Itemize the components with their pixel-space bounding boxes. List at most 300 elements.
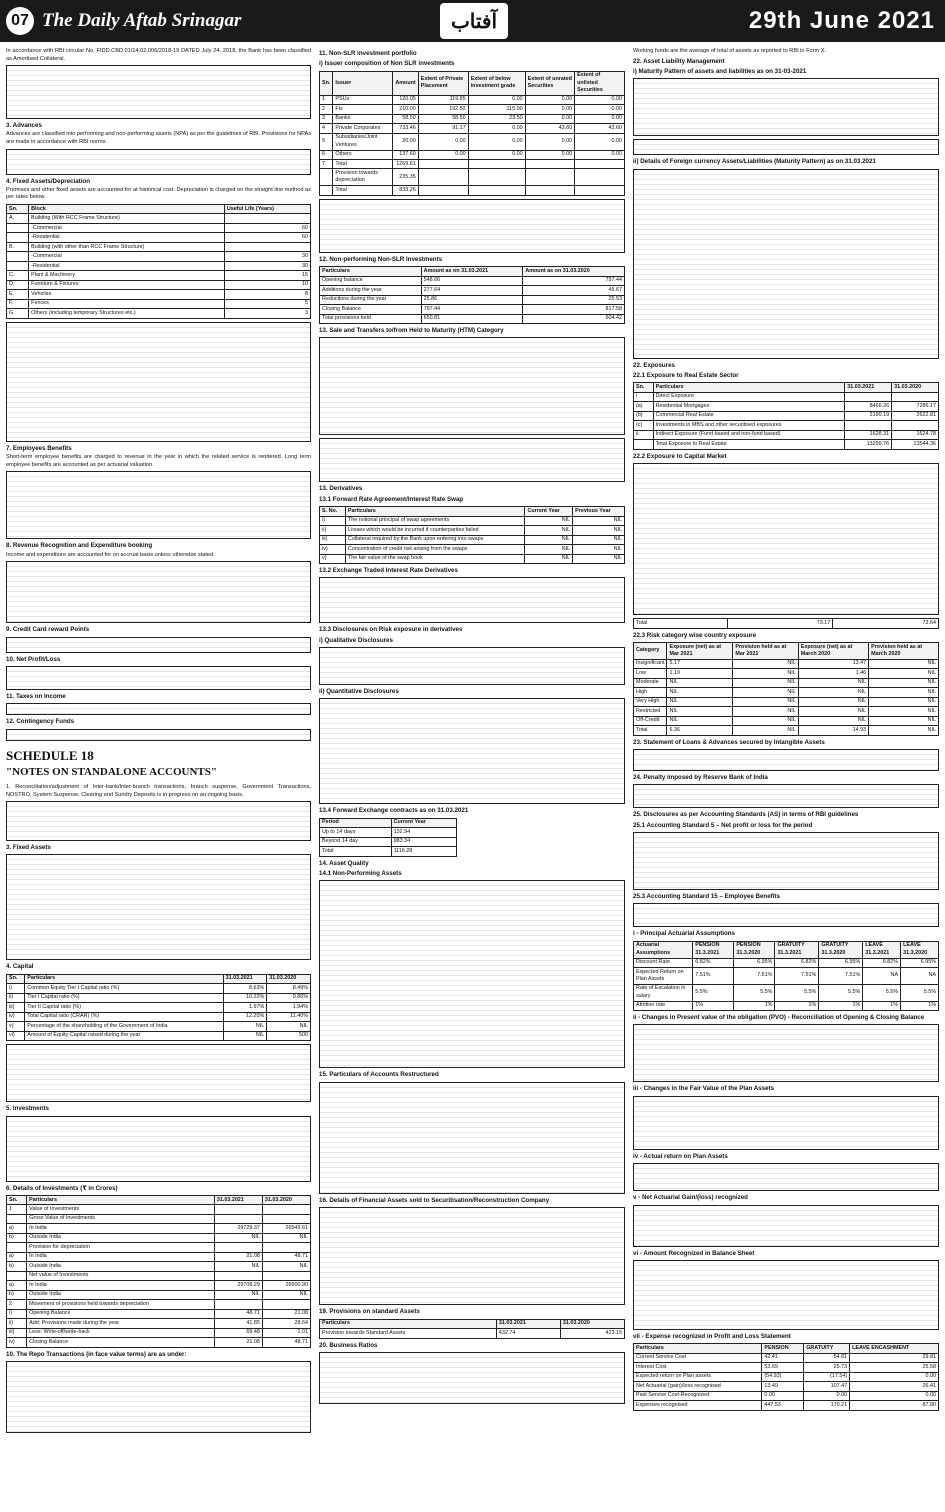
text-block <box>6 854 311 960</box>
table-cell: 7.51% <box>775 968 819 985</box>
table-row <box>634 678 939 687</box>
table-cell: 6.95% <box>734 958 775 967</box>
table-cell: 5.17 <box>667 659 733 668</box>
table-cell: 43.60 <box>575 124 625 133</box>
quant-table <box>319 698 625 804</box>
securitisation-table <box>319 1207 625 1305</box>
table-cell: Tier I Capital ratio (%) <box>25 993 223 1002</box>
table-cell: 0.00 <box>762 1391 804 1400</box>
section-heading: 19. Provisions on standard Assets <box>319 1308 420 1316</box>
table-cell: NIL <box>869 707 939 716</box>
column-header: Previous Year <box>573 507 625 516</box>
table-cell: 1.46 <box>798 669 868 678</box>
table-cell: 1.01 <box>262 1328 310 1337</box>
table-cell: Direct Exposure <box>653 392 845 401</box>
table-cell: 0.00 <box>525 105 574 114</box>
table-cell: 2 <box>7 1300 27 1309</box>
table-cell: Furniture & Fixtures <box>29 280 225 289</box>
table-cell: 5 <box>320 133 333 150</box>
table-cell: 29.81 <box>850 1353 939 1362</box>
section-heading: 12. Contingency Funds <box>6 718 75 726</box>
column-header: Amount as on 31.03.2020 <box>523 267 625 276</box>
table-cell: Vehicles <box>29 290 225 299</box>
fx-table <box>633 169 939 359</box>
table-row <box>320 160 625 169</box>
section-heading: 10. Net Profit/Loss <box>6 655 61 663</box>
table-cell <box>7 233 29 242</box>
table-cell: 13544.36 <box>892 440 939 449</box>
table-cell: NA <box>901 968 939 985</box>
text-block <box>6 65 311 119</box>
table-cell <box>845 392 892 401</box>
column-header: S. No. <box>320 507 346 516</box>
table-row <box>320 828 457 837</box>
table-cell: 69.48 <box>214 1328 262 1337</box>
table-cell: (17.54) <box>804 1372 850 1381</box>
business-ratio-table <box>319 1352 625 1404</box>
column-header: 31.03.2021 <box>496 1319 560 1328</box>
table-cell: iv) <box>7 1012 25 1021</box>
column-header: Exposure (net) as at Mar 2021 <box>667 642 733 659</box>
table-cell: 5.5% <box>901 984 939 1001</box>
section-heading: 22. Asset Liability Management <box>633 57 725 65</box>
table-cell: PSUs <box>333 95 393 104</box>
column-header: LEAVE 31.3.2021 <box>863 941 901 958</box>
table-cell: 25.73 <box>804 1363 850 1372</box>
table-cell: C. <box>7 271 29 280</box>
table-cell <box>320 169 333 186</box>
table-cell: 192.52 <box>418 105 468 114</box>
return-table <box>633 1163 939 1191</box>
table-cell: 21.08 <box>214 1252 262 1261</box>
table-row <box>320 554 625 563</box>
column-header: 31.03.2020 <box>262 1195 310 1204</box>
column-header: Sn. <box>7 1195 27 1204</box>
table-cell: ii <box>634 430 654 439</box>
table-row <box>320 1329 625 1338</box>
table-row <box>7 1271 311 1280</box>
table-cell: NIL <box>525 545 573 554</box>
table-cell: NIL <box>798 688 868 697</box>
table-cell: 0.00 <box>468 133 525 150</box>
table-cell: 1.94% <box>267 1003 311 1012</box>
column-header: Period <box>320 818 392 827</box>
table-cell: NIL <box>223 1031 267 1040</box>
table-row <box>320 286 625 295</box>
table-cell: Total <box>320 847 392 856</box>
section-heading: 8. Revenue Recognition and Expenditure booking <box>6 542 153 550</box>
column-header: GRATUITY 31.3.2020 <box>819 941 863 958</box>
table-cell: NIL <box>573 554 625 563</box>
table-cell: Provision towards depreciation <box>333 169 393 186</box>
table-cell: NIL <box>733 669 798 678</box>
table-cell: NIL <box>262 1233 310 1242</box>
table-cell: NIL <box>525 526 573 535</box>
table-cell: 60 <box>224 223 310 232</box>
table-header-row <box>634 941 939 958</box>
provision-table <box>319 1319 625 1339</box>
table-cell: 25.58 <box>850 1363 939 1372</box>
column-header: Particulars <box>634 1344 762 1353</box>
table-cell: Residential Mortgages <box>653 402 845 411</box>
schedule-title: SCHEDULE 18 <box>6 747 94 763</box>
section-heading: i) Maturity Pattern of assets and liabilities as on 31-03-2021 <box>633 67 807 75</box>
column-header: PENSION <box>762 1344 804 1353</box>
table-cell: 8.49% <box>267 984 311 993</box>
section-heading: 25.3 Accounting Standard 15 – Employee Benefits <box>633 893 780 901</box>
table-cell: Moderate <box>634 678 667 687</box>
table-cell: 21.08 <box>214 1338 262 1347</box>
table-cell: 26500.90 <box>262 1281 310 1290</box>
table-cell: 235.35 <box>393 169 418 186</box>
section-heading: iv - Actual return on Plan Assets <box>633 1152 728 1160</box>
table-row <box>634 392 939 401</box>
table-header-row <box>320 507 625 516</box>
table-cell: 8466.26 <box>845 402 892 411</box>
table-cell: 6 <box>320 150 333 159</box>
table-cell: Value of Investments <box>27 1205 215 1214</box>
table-cell: 447.53 <box>762 1401 804 1410</box>
table-row <box>634 1353 939 1362</box>
table-cell: E. <box>7 290 29 299</box>
section-heading: v - Net Actuarial Gain/(loss) recognized <box>633 1194 748 1202</box>
table-row <box>634 1382 939 1391</box>
table-cell: Outside India <box>27 1262 215 1271</box>
table-cell: 0.00 <box>418 133 468 150</box>
table-row <box>7 214 311 223</box>
table-cell: NIL <box>667 707 733 716</box>
table-cell: 817.58 <box>523 305 625 314</box>
table-cell: 1 <box>7 1205 27 1214</box>
table-cell: Insignificant <box>634 659 667 668</box>
table-cell <box>262 1271 310 1280</box>
table-row <box>7 1290 311 1299</box>
table-cell: 26549.61 <box>262 1224 310 1233</box>
section-heading: i - Principal Actuarial Assumptions <box>633 930 735 938</box>
table-row <box>634 688 939 697</box>
table-cell: 0.00 <box>804 1391 850 1400</box>
table-row <box>7 299 311 308</box>
section-heading: vii - Expense recognized in Profit and Loss Statement <box>633 1332 791 1340</box>
table-row <box>7 1224 311 1233</box>
table-cell: Past Service Cost-Recognized <box>634 1391 762 1400</box>
table-cell: Beyond 14 day <box>320 837 392 846</box>
table-cell: 7 <box>320 160 333 169</box>
table-cell: 13.47 <box>798 659 868 668</box>
column-header: 31.03.2020 <box>560 1319 624 1328</box>
table-cell: b) <box>7 1233 27 1242</box>
table-cell: In India <box>27 1252 215 1261</box>
table-cell: 650.81 <box>421 314 523 323</box>
column-header: 31.03.2020 <box>267 974 311 983</box>
table-cell: (c) <box>634 421 654 430</box>
section-heading: 13.2 Exchange Traded Interest Rate Derivatives <box>319 567 458 574</box>
column-header: Particulars <box>320 1319 497 1328</box>
table-cell: Add: Provisions made during the year <box>27 1319 215 1328</box>
column-3 <box>633 48 939 1508</box>
column-header: Sn. <box>320 71 333 95</box>
section-heading: 23. Statement of Loans & Advances secured by Intangible Assets <box>633 738 825 746</box>
table-cell <box>214 1205 262 1214</box>
table-row <box>634 440 939 449</box>
investments-table <box>6 1195 311 1348</box>
table-row <box>7 233 311 242</box>
table-cell <box>7 252 29 261</box>
table-row <box>7 261 311 270</box>
table-row <box>320 545 625 554</box>
table-row <box>634 984 939 1001</box>
section-heading: 24. Penalty imposed by Reserve Bank of India <box>633 773 768 781</box>
table-row <box>320 847 457 856</box>
table-cell: 1% <box>819 1001 863 1010</box>
table-row <box>7 1300 311 1309</box>
table-cell: 0.00 <box>575 95 625 104</box>
table-cell: 0.00 <box>525 150 574 159</box>
table-cell <box>224 242 310 251</box>
table-cell: iii) <box>7 1003 25 1012</box>
text-block <box>6 637 311 653</box>
table-cell: b) <box>7 1290 27 1299</box>
text-block <box>319 337 625 435</box>
table-row <box>634 430 939 439</box>
table-cell: ii) <box>320 526 346 535</box>
table-cell: Closing Balance <box>320 305 422 314</box>
table-cell: 5.5% <box>775 984 819 1001</box>
table-cell: 48.71 <box>214 1309 262 1318</box>
section-heading: 9. Credit Card reward Points <box>6 626 90 634</box>
table-cell: 500 <box>267 1031 311 1040</box>
table-cell: FIs <box>333 105 393 114</box>
table-cell <box>7 223 29 232</box>
table-cell: 0.00 <box>850 1372 939 1381</box>
section-heading: 22.3 Risk category wise country exposure <box>633 631 757 639</box>
table-cell: 8.63% <box>223 984 267 993</box>
column-header: Amount as on 31.03.2021 <box>421 267 523 276</box>
table-cell <box>214 1300 262 1309</box>
section-heading: 22. Exposures <box>633 361 675 369</box>
table-cell <box>7 261 29 270</box>
masthead <box>0 0 945 42</box>
paragraph: Advances are classified into performing and non-performing assets (NPA) as per the guidelines of RBI. Provisions for NPAs are made in accordance with RBI norms. <box>6 131 311 145</box>
table-cell: NIL <box>869 726 939 735</box>
column-header: Sn. <box>7 205 29 214</box>
table-cell: NIL <box>214 1262 262 1271</box>
table-cell: 120.05 <box>393 95 418 104</box>
table-cell: 1.97% <box>223 1003 267 1012</box>
table-cell: NIL <box>667 688 733 697</box>
table-cell: NIL <box>573 545 625 554</box>
table-cell: A. <box>7 214 29 223</box>
table-cell: B. <box>7 242 29 251</box>
table-cell: NIL <box>262 1262 310 1271</box>
table-cell <box>262 1300 310 1309</box>
table-cell <box>214 1214 262 1223</box>
column-header: Particulars <box>345 507 525 516</box>
table-row <box>634 659 939 668</box>
table-cell: Rate of Escalation in salary <box>634 984 693 1001</box>
table-cell: Discount Rate <box>634 958 693 967</box>
balance-sheet-table <box>633 1260 939 1330</box>
table-row <box>634 1391 939 1400</box>
capital-market-total: Total 73.17 73.64 <box>633 618 939 628</box>
table-cell: NIL <box>733 716 798 725</box>
table-row <box>634 1363 939 1372</box>
table-cell: Opening Balance <box>27 1309 215 1318</box>
column-header: Particulars <box>25 974 223 983</box>
table-cell <box>575 186 625 195</box>
table-cell: NIL <box>573 516 625 525</box>
capital-table <box>6 974 311 1041</box>
table-header-row <box>7 205 311 214</box>
table-cell <box>7 1243 27 1252</box>
table-row <box>634 411 939 420</box>
table-cell: Banks <box>333 114 393 123</box>
table-cell: 797.44 <box>421 305 523 314</box>
table-header-row <box>7 1195 311 1204</box>
section-heading: 14.1 Non-Performing Assets <box>319 870 402 878</box>
text-block <box>6 703 311 715</box>
table-cell <box>575 169 625 186</box>
section-heading: ii) Details of Foreign currency Assets/Liabilities (Maturity Pattern) as on 31.03.2021 <box>633 158 876 166</box>
table-cell <box>468 169 525 186</box>
table-cell: Total <box>634 726 667 735</box>
table-cell: 23.50 <box>468 114 525 123</box>
table-cell: 48.71 <box>262 1252 310 1261</box>
table-cell: 11.40% <box>267 1012 311 1021</box>
table-cell: NIL <box>223 1022 267 1031</box>
table-cell: Total provisions held <box>320 314 422 323</box>
table-cell: NIL <box>869 688 939 697</box>
table-cell: ii) <box>7 1319 27 1328</box>
table-row <box>634 1001 939 1010</box>
table-cell: 3 <box>320 114 333 123</box>
table-cell <box>525 169 574 186</box>
table-cell: Investments in MBS and other securitised exposures <box>653 421 845 430</box>
table-cell: -Commercial <box>29 223 225 232</box>
table-cell: 2190.19 <box>845 411 892 420</box>
table-cell: i) <box>320 516 346 525</box>
table-cell <box>7 1271 27 1280</box>
table-cell: Very High <box>634 697 667 706</box>
table-cell: (54.93) <box>762 1372 804 1381</box>
table-cell: 25.86 <box>421 295 523 304</box>
paragraph: 1. Reconciliation/adjustment of Inter-bank/Inter-branch transactions, branch suspense, Government Transactions, NOSTRO, System Suspense, Clearing and Sundry Deposits is in progress on an ongoing basis. <box>6 784 311 798</box>
column-header: Category <box>634 642 667 659</box>
table-cell <box>262 1214 310 1223</box>
table-cell <box>7 1214 27 1223</box>
table-header-row <box>320 1319 625 1328</box>
column-header: Current Year <box>525 507 573 516</box>
column-header: Particulars <box>27 1195 215 1204</box>
table-cell: Indirect Exposure (Fund based and non-fund based) <box>653 430 845 439</box>
table-cell: 60 <box>224 233 310 242</box>
table-cell: a) <box>7 1224 27 1233</box>
table-cell <box>418 186 468 195</box>
column-header: Block <box>29 205 225 214</box>
section-heading: 13.1 Forward Rate Agreement/Interest Rate Swap <box>319 495 464 503</box>
section-heading: 13.3 Disclosures on Risk exposure in derivatives <box>319 626 463 634</box>
table-cell: G. <box>7 309 29 318</box>
table-cell: 54.61 <box>804 1353 850 1362</box>
table-cell: 41.85 <box>214 1319 262 1328</box>
table-header-row <box>634 642 939 659</box>
exchange-table <box>319 577 625 623</box>
table-row <box>634 958 939 967</box>
text-block <box>6 1044 311 1102</box>
alm-table <box>633 78 939 136</box>
column-header: 31.03.2021 <box>223 974 267 983</box>
table-cell: a) <box>7 1252 27 1261</box>
table-cell: 42.41 <box>762 1353 804 1362</box>
table-row <box>7 1233 311 1242</box>
table-cell <box>468 186 525 195</box>
capital-market-table <box>633 463 939 615</box>
table-cell: 10.22% <box>223 993 267 1002</box>
table-cell: iii) <box>7 1328 27 1337</box>
restructured-table <box>319 1082 625 1194</box>
table-cell: 45.67 <box>523 286 625 295</box>
table-row <box>7 1262 311 1271</box>
section-heading: 16. Details of Financial Assets sold to Securitisation/Reconstruction Company <box>319 1196 550 1204</box>
table-cell: D. <box>7 280 29 289</box>
section-heading: 7. Employees Benefits <box>6 444 72 452</box>
section-heading: 6. Details of Investments (₹ in Crores) <box>6 1184 118 1192</box>
table-cell <box>845 421 892 430</box>
section-heading: iii - Changes in the Fair Value of the Plan Assets <box>633 1085 775 1093</box>
column-1 <box>6 48 311 1508</box>
table-row <box>634 726 939 735</box>
table-cell: 58.50 <box>418 114 468 123</box>
table-header-row <box>634 383 939 392</box>
table-cell: 7286.17 <box>892 402 939 411</box>
section-heading: i) Issuer composition of Non SLR investments <box>319 60 455 68</box>
table-cell: 13299.76 <box>845 440 892 449</box>
table-row <box>7 984 311 993</box>
table-cell <box>224 214 310 223</box>
table-cell: iv) <box>320 545 346 554</box>
table-cell: Attrition rate <box>634 1001 693 1010</box>
section-heading: ii) Quantitative Disclosures <box>319 688 399 696</box>
table-row <box>320 186 625 195</box>
text-block <box>633 903 939 927</box>
npa-table <box>319 880 625 1068</box>
table-cell: NA <box>863 968 901 985</box>
table-row <box>7 1012 311 1021</box>
table-cell: v) <box>7 1022 25 1031</box>
table-cell: 10 <box>224 280 310 289</box>
table-row <box>7 290 311 299</box>
table-cell: 6.95% <box>819 958 863 967</box>
table-cell: NIL <box>798 707 868 716</box>
table-header-row <box>320 818 457 827</box>
table-cell: 0.00 <box>850 1391 939 1400</box>
npi-table <box>319 266 625 324</box>
table-row <box>320 314 625 323</box>
table-cell: 797.44 <box>523 276 625 285</box>
table-cell <box>320 186 333 195</box>
table-row <box>320 124 625 133</box>
table-cell: NIL <box>667 716 733 725</box>
column-header: Exposure (net) as at March 2020 <box>798 642 868 659</box>
table-cell: Total <box>333 160 393 169</box>
table-cell <box>525 160 574 169</box>
table-cell: 25.53 <box>523 295 625 304</box>
table-cell: Expenses recognised <box>634 1401 762 1410</box>
table-cell: 6.95% <box>901 958 939 967</box>
table-row <box>7 271 311 280</box>
column-header: Actuarial Assumptions <box>634 941 693 958</box>
table-cell: 0.00 <box>575 105 625 114</box>
